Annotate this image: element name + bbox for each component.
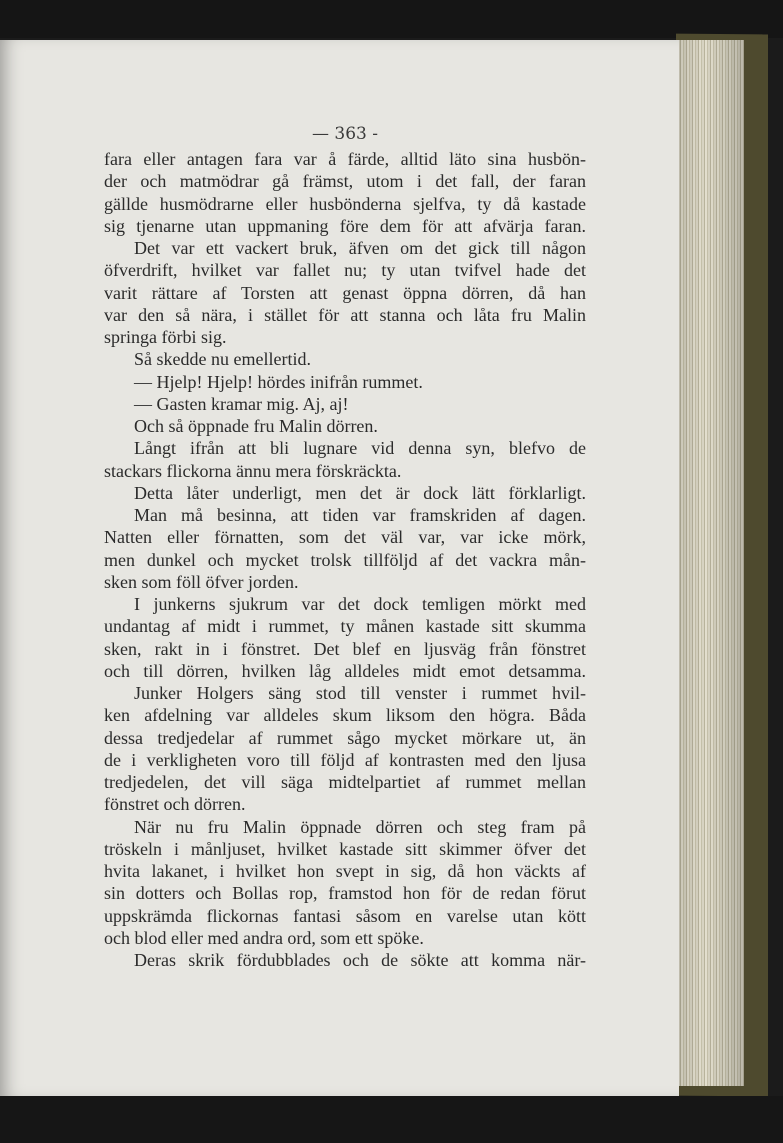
text-line: uppskrämda flickornas fantasi såsom en varelse utan kött: [104, 905, 586, 926]
page-body-text: [104, 148, 586, 971]
text-line: tröskeln i månljuset, hvilket kastade sitt skimmer öfver det: [104, 838, 586, 859]
scan-top-border: [0, 0, 783, 38]
text-line: Och så öppnade fru Malin dörren.: [134, 416, 378, 436]
text-line: varit rättare af Torsten att genast öppna dörren, då han: [104, 282, 586, 303]
text-line: undantag af midt i rummet, ty månen kastade sitt skumma: [104, 616, 586, 637]
text-line: Natten eller förnatten, som det väl var, var icke mörk,: [104, 527, 586, 548]
text-line: — Hjelp! Hjelp! hördes inifrån rummet.: [134, 371, 423, 392]
text-line: fönstret och dörren.: [104, 794, 246, 815]
scan-bottom-border: [0, 1096, 783, 1143]
text-line: sken som föll öfver jorden.: [104, 571, 299, 592]
text-line: öfverdrift, hvilket var fallet nu; ty utan tvifvel hade det: [104, 260, 586, 281]
text-line: Junker Holgers säng stod till venster i rummet hvil-: [134, 683, 586, 703]
text-line: men dunkel och mycket trolsk tillföljd af det vackra mån-: [104, 549, 586, 570]
text-line: der och matmödrar gå främst, utom i det fall, der faran: [104, 171, 586, 192]
text-line: fara eller antagen fara var å färde, alltid läto sina husbön-: [104, 149, 586, 169]
text-line: hvita lakanet, i hvilket hon svept in sig, då hon väckts af: [104, 861, 586, 881]
text-line: Detta låter underligt, men det är dock lätt förklarligt.: [134, 482, 586, 503]
text-line: tredjedelen, det vill säga midtelpartiet af rummet mellan: [104, 772, 586, 792]
text-line: Man må besinna, att tiden var framskriden af dagen.: [134, 505, 586, 525]
text-line: dessa tredjedelar af rummet sågo mycket mörkare ut, än: [104, 727, 586, 748]
text-line: sig tjenarne utan uppmaning före dem för att afvärja faran.: [104, 215, 586, 236]
text-line: Så skedde nu emellertid.: [134, 349, 311, 370]
text-line: Deras skrik fördubblades och de sökte att komma när-: [134, 950, 586, 970]
text-line: och till dörren, hvilken låg alldeles midt emot detsamma.: [104, 660, 586, 681]
text-line: sin dotters och Bollas rop, framstod hon för de redan förut: [104, 883, 586, 904]
text-line: stackars flickorna ännu mera förskräckta.: [104, 460, 402, 481]
page-edges-shadow: [678, 40, 744, 1086]
text-line: springa förbi sig.: [104, 327, 227, 347]
page-number: — 363 -: [312, 124, 378, 144]
text-line: — Gasten kramar mig. Aj, aj!: [134, 393, 349, 414]
text-line: När nu fru Malin öppnade dörren och steg fram på: [134, 816, 586, 837]
text-line: Långt ifrån att bli lugnare vid denna syn, blefvo de: [134, 438, 586, 459]
text-line: gällde husmödrarne eller husbönderna sjelfva, ty då kastade: [104, 193, 586, 214]
text-line: sken, rakt in i fönstret. Det blef en ljusväg från fönstret: [104, 638, 586, 659]
text-line: och blod eller med andra ord, som ett spöke.: [104, 927, 424, 948]
text-line: de i verkligheten voro till följd af kontrasten med den ljusa: [104, 749, 586, 770]
text-line: I junkerns sjukrum var det dock temligen mörkt med: [134, 594, 586, 614]
text-line: Det var ett vackert bruk, äfven om det gick till någon: [134, 238, 586, 258]
text-line: ken afdelning var alldeles skum liksom den högra. Båda: [104, 705, 586, 726]
text-line: var den så nära, i stället för att stanna och låta fru Malin: [104, 304, 586, 325]
